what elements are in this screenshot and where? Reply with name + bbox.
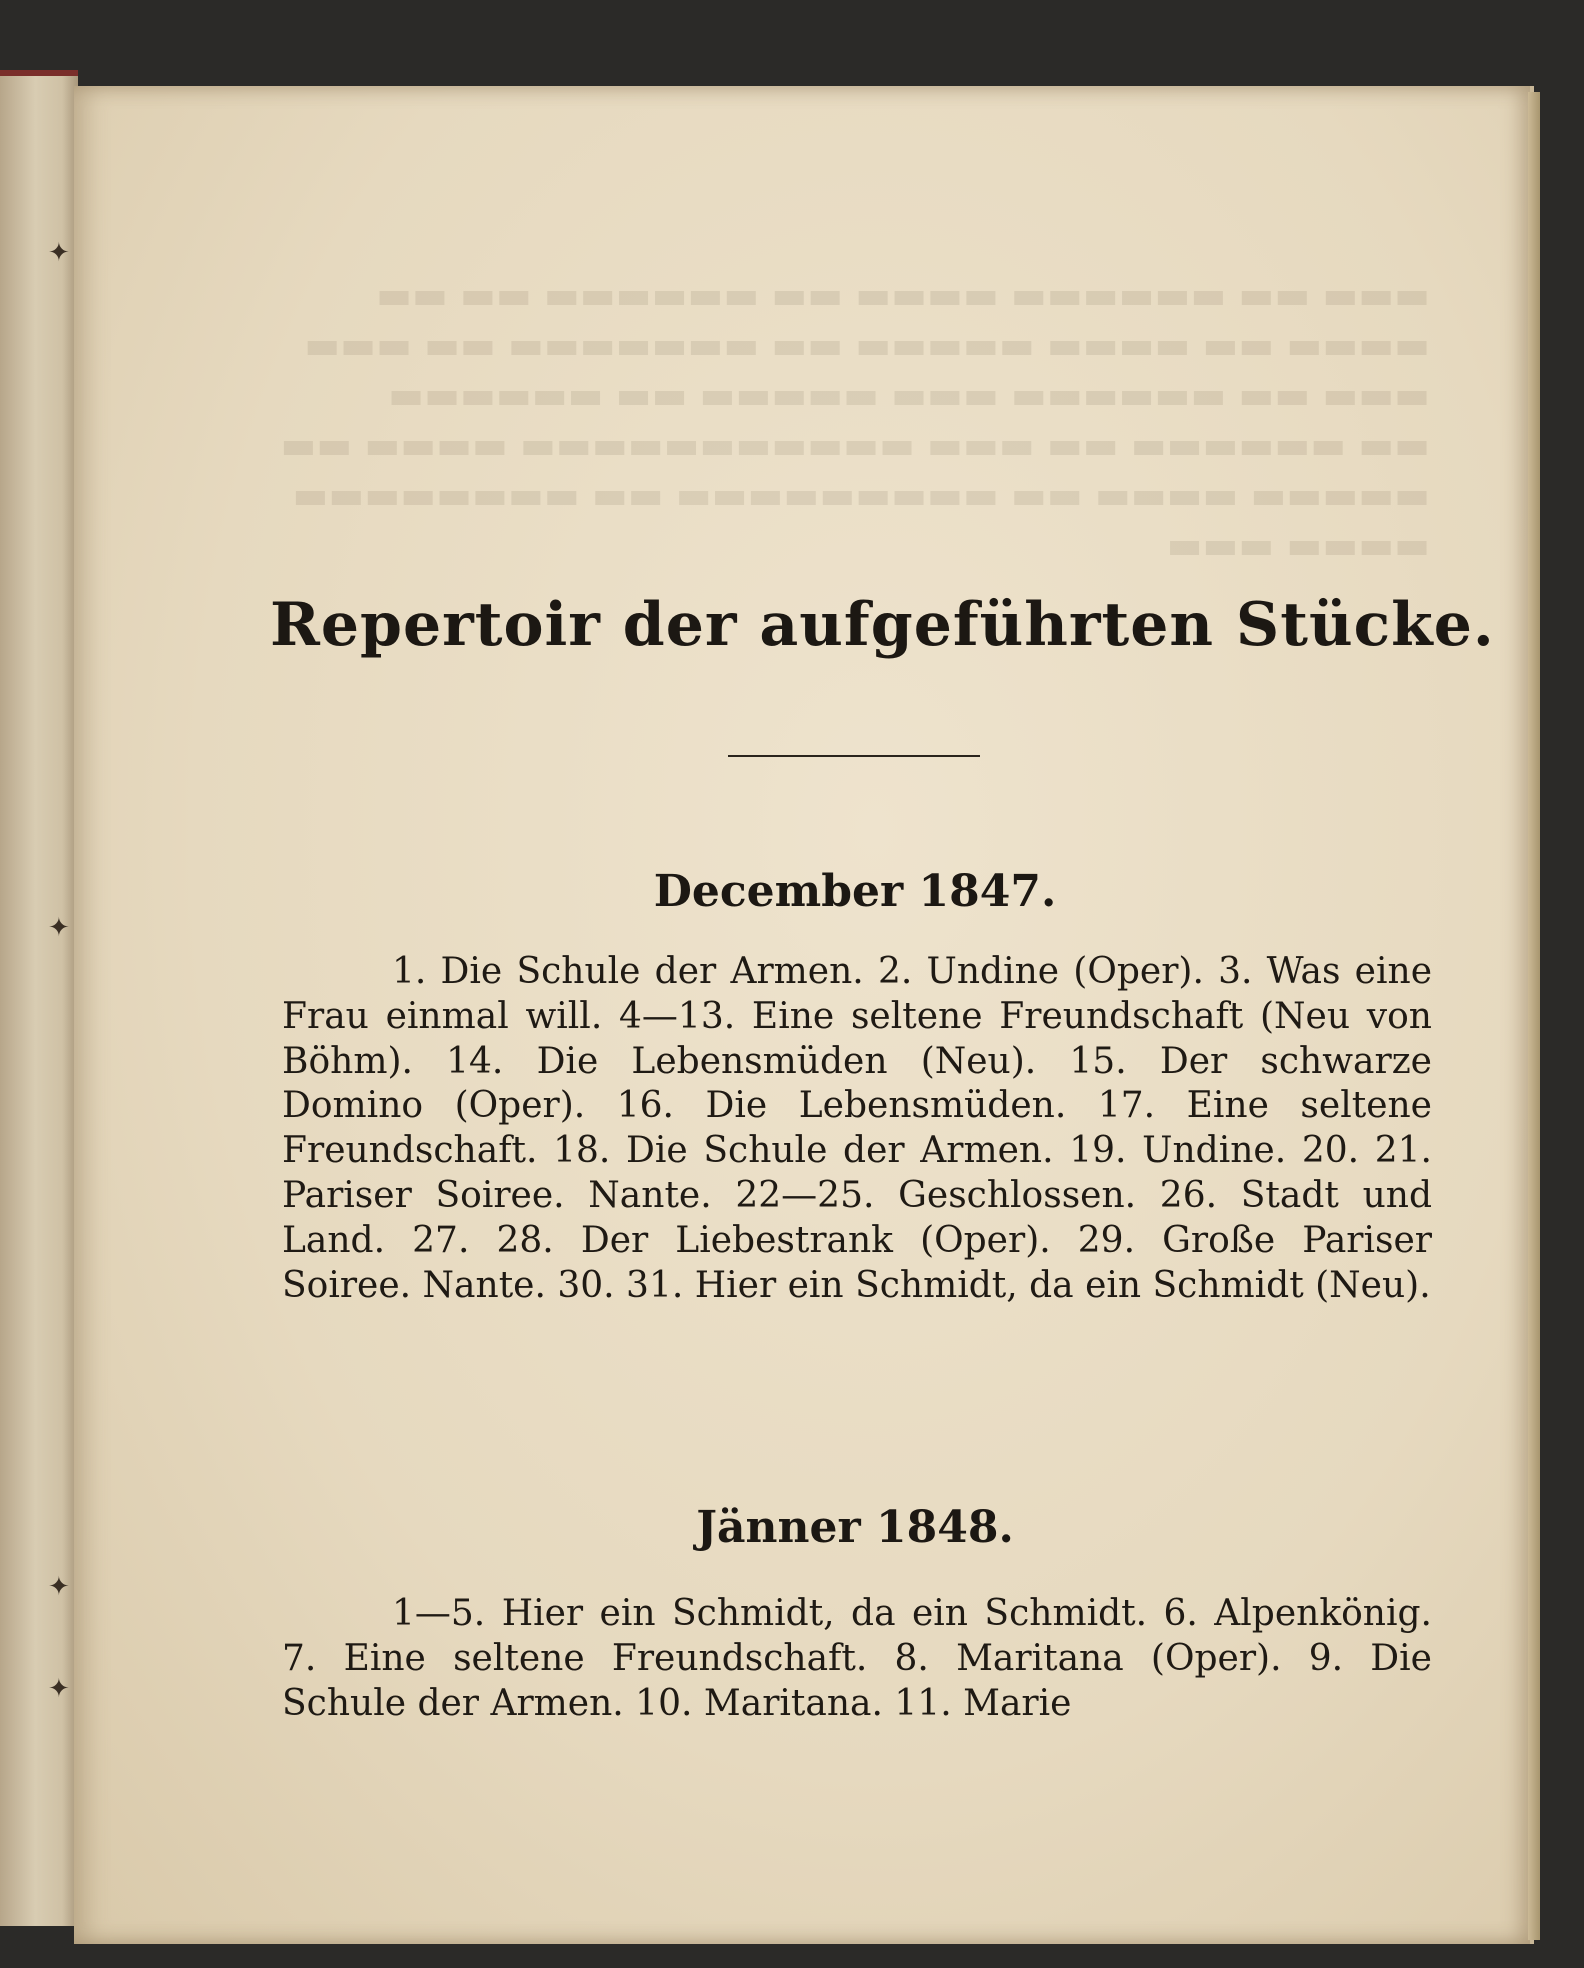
section-heading-december-1847: December 1847. — [653, 866, 1057, 917]
page-title: Repertoir der aufgeführten Stücke. — [270, 590, 1495, 660]
page-edge — [1528, 92, 1540, 1940]
title-divider — [728, 755, 980, 757]
binding-stitch: ✦ — [48, 1572, 70, 1602]
section-text-jaenner-1848: 1—5. Hier ein Schmidt, da ein Schmidt. 6. Alpenkönig. 7. Eine seltene Freundschaft. 8. Maritana (Oper). 9. Die Schule der Armen. 10. Maritana. 11. Marie — [282, 1593, 1432, 1724]
section-heading-jaenner-1848: Jänner 1848. — [696, 1502, 1014, 1553]
section-text-december-1847: 1. Die Schule der Armen. 2. Undine (Oper). 3. Was eine Frau einmal will. 4—13. Eine seltene Freundschaft (Neu von Böhm). 14. Die Lebensmüden (Neu). 15. Der schwarze Domino (Oper). 16. Die Lebensmüden. 17. Eine seltene Freundschaft. 18. Die Schule der Armen. 19. Undine. 20. 21. Pariser Soiree. Nante. 22—25. Geschlossen. 26. Stadt und Land. 27. 28. Der Liebestrank (Oper). 29. Große Pariser Soiree. Nante. 30. 31. Hier ein Schmidt, da ein Schmidt (Neu). — [282, 951, 1432, 1306]
binding-stitch: ✦ — [48, 1674, 70, 1704]
binding-stitch: ✦ — [48, 913, 70, 943]
binding-stitch: ✦ — [48, 238, 70, 268]
book-spine — [0, 70, 78, 1926]
